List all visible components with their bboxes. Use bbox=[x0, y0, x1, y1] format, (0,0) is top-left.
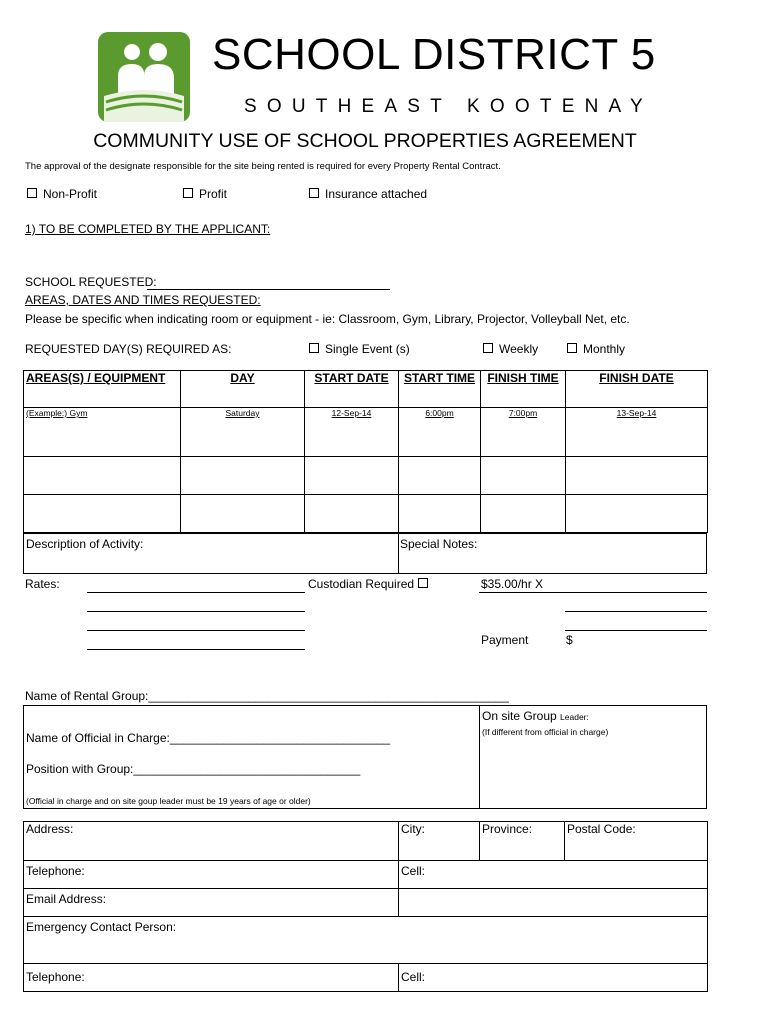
schedule-table bbox=[23, 370, 708, 533]
table-cell[interactable] bbox=[399, 495, 481, 533]
onsite-note: (If different from official in charge) bbox=[482, 727, 609, 737]
weekly-option[interactable]: Weekly bbox=[483, 342, 538, 356]
official-box bbox=[23, 705, 480, 809]
custodian-option[interactable]: Custodian Required bbox=[308, 577, 428, 591]
table-cell[interactable] bbox=[481, 495, 566, 533]
province-field[interactable]: Province: bbox=[480, 822, 565, 861]
example-start-date[interactable]: 12-Sep-14 bbox=[305, 408, 399, 457]
table-cell[interactable] bbox=[305, 457, 399, 495]
table-row bbox=[24, 495, 708, 533]
onsite-leader-field[interactable] bbox=[479, 705, 707, 809]
example-finish-time[interactable]: 7:00pm bbox=[481, 408, 566, 457]
table-cell[interactable] bbox=[566, 457, 708, 495]
rates-field[interactable] bbox=[87, 649, 305, 650]
header-areas: AREAS(S) / EQUIPMENT bbox=[24, 371, 181, 408]
age-note: (Official in charge and on site goup leader must be 19 years of age or older) bbox=[26, 796, 311, 806]
table-cell[interactable] bbox=[481, 457, 566, 495]
email-extra-field[interactable] bbox=[399, 889, 708, 917]
example-start-time[interactable]: 6:00pm bbox=[399, 408, 481, 457]
example-finish-date[interactable]: 13-Sep-14 bbox=[566, 408, 708, 457]
single-event-checkbox[interactable] bbox=[309, 343, 319, 353]
table-cell[interactable] bbox=[181, 495, 305, 533]
address-field[interactable]: Address: bbox=[24, 822, 399, 861]
table-cell[interactable] bbox=[566, 495, 708, 533]
city-field[interactable]: City: bbox=[399, 822, 480, 861]
school-requested-label: SCHOOL REQUESTED: bbox=[25, 275, 157, 289]
weekly-checkbox[interactable] bbox=[483, 343, 493, 353]
payment-symbol: $ bbox=[566, 633, 573, 647]
single-event-option[interactable]: Single Event (s) bbox=[309, 342, 410, 356]
description-field[interactable]: Description of Activity: bbox=[23, 533, 399, 574]
special-notes-field[interactable]: Special Notes: bbox=[398, 533, 707, 574]
rates-field[interactable] bbox=[87, 592, 305, 593]
profit-checkbox[interactable] bbox=[183, 188, 193, 198]
approval-note: The approval of the designate responsible for the site being rented is required for every Property Rental Contract. bbox=[25, 161, 501, 172]
emergency-cell-field[interactable]: Cell: bbox=[399, 964, 708, 992]
school-requested-field[interactable] bbox=[147, 289, 390, 290]
payment-label: Payment bbox=[481, 633, 529, 647]
non-profit-checkbox[interactable] bbox=[27, 188, 37, 198]
org-region: SOUTHEAST KOOTENAY bbox=[244, 96, 653, 117]
insurance-option[interactable]: Insurance attached bbox=[309, 187, 427, 201]
table-cell[interactable] bbox=[305, 495, 399, 533]
onsite-label: On site Group Leader: bbox=[482, 709, 589, 723]
contact-table bbox=[23, 821, 708, 992]
custodian-total-field[interactable] bbox=[565, 611, 707, 612]
custodian-rate: $35.00/hr X bbox=[481, 577, 544, 591]
table-cell[interactable] bbox=[24, 495, 181, 533]
requested-days-label: REQUESTED DAY(S) REQUIRED AS: bbox=[25, 342, 232, 356]
example-day[interactable]: Saturday bbox=[181, 408, 305, 457]
cell-field[interactable]: Cell: bbox=[399, 861, 708, 889]
rates-field[interactable] bbox=[87, 630, 305, 631]
monthly-checkbox[interactable] bbox=[567, 343, 577, 353]
monthly-option[interactable]: Monthly bbox=[567, 342, 625, 356]
page-title: COMMUNITY USE OF SCHOOL PROPERTIES AGREEMENT bbox=[93, 130, 637, 152]
postal-code-field[interactable]: Postal Code: bbox=[565, 822, 708, 861]
table-row bbox=[24, 408, 708, 457]
telephone-field[interactable]: Telephone: bbox=[24, 861, 399, 889]
school-district-logo-icon bbox=[98, 32, 190, 122]
table-cell[interactable] bbox=[24, 457, 181, 495]
table-row bbox=[24, 457, 708, 495]
section-heading: 1) TO BE COMPLETED BY THE APPLICANT: bbox=[25, 222, 271, 236]
rates-field[interactable] bbox=[87, 611, 305, 612]
official-label[interactable]: Name of Official in Charge:_________________________________ bbox=[26, 731, 391, 745]
areas-heading: AREAS, DATES AND TIMES REQUESTED: bbox=[25, 293, 261, 307]
custodian-total-field[interactable] bbox=[565, 630, 707, 631]
specific-note: Please be specific when indicating room or equipment - ie: Classroom, Gym, Library, Projector, Volleyball Net, etc. bbox=[25, 312, 630, 326]
org-name: SCHOOL DISTRICT 5 bbox=[212, 30, 656, 79]
position-label[interactable]: Position with Group:__________________________________ bbox=[26, 762, 361, 776]
non-profit-option[interactable]: Non-Profit bbox=[27, 187, 97, 201]
rental-group-label[interactable]: Name of Rental Group:______________________________________________________ bbox=[25, 689, 509, 703]
schedule-header-row bbox=[24, 371, 708, 408]
profit-option[interactable]: Profit bbox=[183, 187, 227, 201]
emergency-telephone-field[interactable]: Telephone: bbox=[24, 964, 399, 992]
insurance-checkbox[interactable] bbox=[309, 188, 319, 198]
custodian-checkbox[interactable] bbox=[418, 578, 428, 588]
custodian-rate-field[interactable] bbox=[479, 592, 707, 593]
table-cell[interactable] bbox=[399, 457, 481, 495]
table-cell[interactable] bbox=[181, 457, 305, 495]
emergency-contact-field[interactable]: Emergency Contact Person: bbox=[24, 917, 708, 964]
example-area[interactable]: (Example:) Gym bbox=[24, 408, 181, 457]
rates-label: Rates: bbox=[25, 577, 60, 591]
header-finish-date: FINISH DATE bbox=[566, 371, 708, 408]
header-finish-time: FINISH TIME bbox=[481, 371, 566, 408]
header-day: DAY bbox=[181, 371, 305, 408]
email-field[interactable]: Email Address: bbox=[24, 889, 399, 917]
header-start-time: START TIME bbox=[399, 371, 481, 408]
header-start-date: START DATE bbox=[305, 371, 399, 408]
